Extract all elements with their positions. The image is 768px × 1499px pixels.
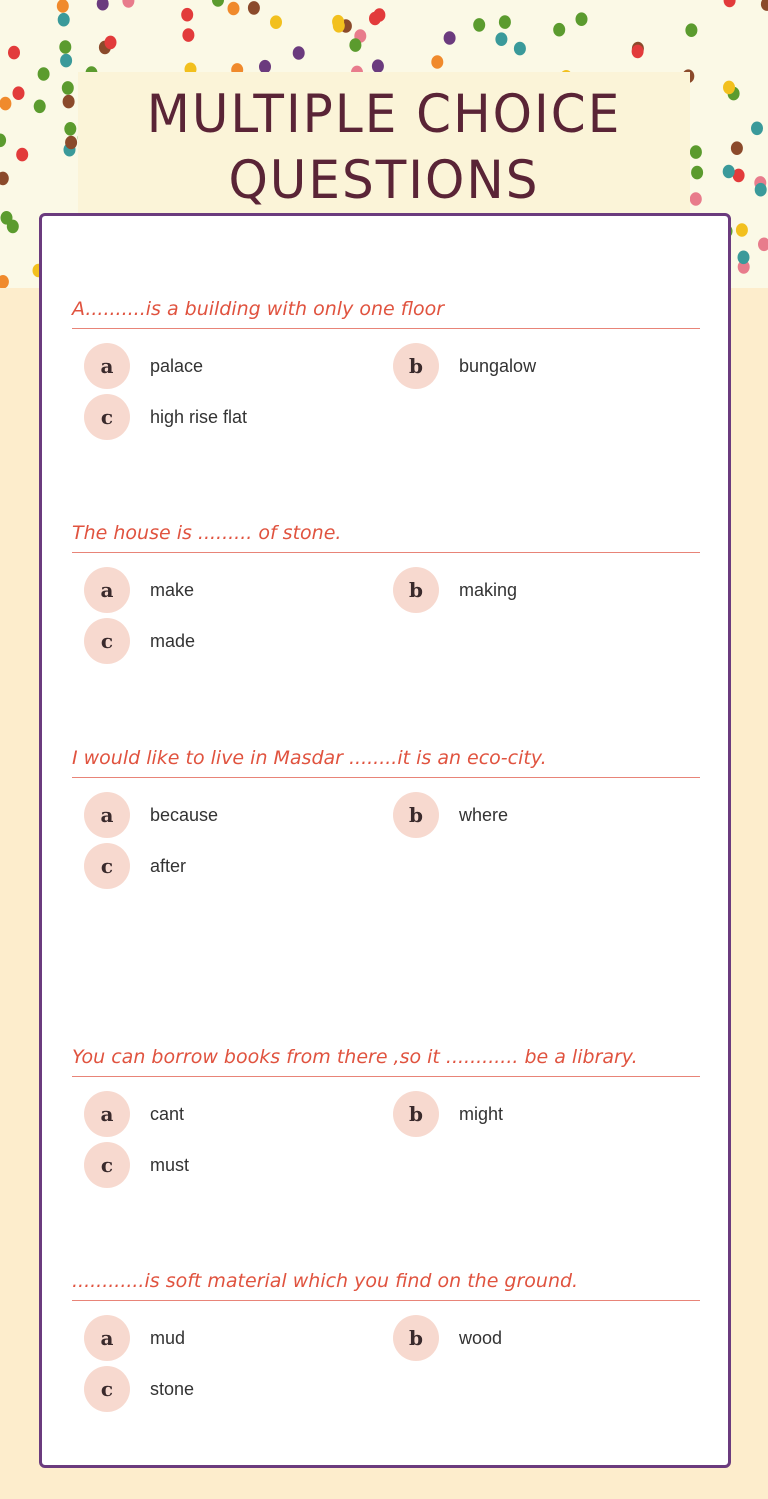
confetti-dot [34,100,46,114]
option-label: palace [150,355,204,376]
option-b[interactable] [393,792,508,838]
option-letter-badge: c [84,394,130,440]
confetti-dot [0,134,6,148]
confetti-dot [65,136,77,150]
confetti-dot [58,13,70,27]
option-label: cant [150,1103,185,1124]
option-label: because [150,804,219,825]
option-a[interactable] [84,1315,185,1361]
confetti-dot [332,15,344,29]
option-label: after [150,855,187,876]
option-a[interactable] [84,1091,184,1137]
confetti-dot [690,145,702,159]
confetti-dot [8,46,20,60]
option-letter-badge: b [393,1315,439,1361]
confetti-dot [690,192,702,206]
option-label: making [459,579,518,600]
option-c[interactable] [84,843,186,889]
option-letter-badge: c [84,843,130,889]
title-banner [78,72,690,222]
option-label: might [459,1103,504,1124]
option-label: mud [150,1327,186,1348]
confetti-dot [444,31,456,45]
confetti-dot [63,95,75,109]
confetti-dot [38,67,50,81]
confetti-dot [499,15,511,29]
confetti-dot [738,250,750,264]
option-a[interactable] [84,567,194,613]
confetti-dot [57,0,69,13]
confetti-dot [372,59,384,73]
confetti-dot [761,0,768,11]
question-5 [72,1264,700,1421]
options-group [72,778,700,898]
option-c[interactable] [84,1366,194,1412]
confetti-dot [105,36,117,50]
confetti-dot [495,32,507,46]
confetti-dot [182,28,194,42]
option-letter-badge: b [393,343,439,389]
option-a[interactable] [84,792,218,838]
option-label: make [150,579,195,600]
confetti-dot [122,0,134,8]
options-group [72,553,700,673]
confetti-dot [731,141,743,155]
confetti-dot [97,0,109,11]
confetti-dot [212,0,224,7]
option-letter-badge: c [84,618,130,664]
confetti-dot [473,18,485,32]
option-label: high rise flat [150,406,248,427]
confetti-dot [736,223,748,237]
confetti-dot [16,148,28,162]
confetti-dot [751,122,763,136]
option-c[interactable] [84,394,247,440]
options-group [72,1301,700,1421]
confetti-dot [723,165,735,179]
option-label: stone [150,1378,195,1399]
options-group [72,1077,700,1197]
option-letter-badge: b [393,567,439,613]
confetti-dot [181,8,193,22]
option-label: made [150,630,196,651]
confetti-dot [293,46,305,60]
page-title-line-1: MULTIPLE CHOICE [146,83,622,145]
question-text: ............is soft material which you find on the ground. [72,1270,579,1292]
option-letter-badge: b [393,1091,439,1137]
option-letter-badge: c [84,1142,130,1188]
option-b[interactable] [393,1091,503,1137]
option-letter-badge: a [84,792,130,838]
confetti-dot [758,238,768,252]
question-text: A..........is a building with only one floor [72,298,445,320]
confetti-dot [62,81,74,95]
confetti-dot [369,12,381,26]
option-letter-badge: a [84,1315,130,1361]
confetti-dot [685,23,697,37]
option-label: where [459,804,509,825]
confetti-dot [723,81,735,95]
confetti-dot [13,86,25,100]
question-text: I would like to live in Masdar ........it is an eco-city. [72,747,547,769]
option-letter-badge: c [84,1366,130,1412]
option-c[interactable] [84,1142,189,1188]
confetti-dot [59,40,71,54]
question-4 [72,1040,700,1197]
confetti-dot [691,166,703,180]
option-letter-badge: b [393,792,439,838]
page-title-line-2: QUESTIONS [228,149,540,211]
option-label: wood [459,1327,503,1348]
confetti-dot [514,42,526,56]
confetti-dot [724,0,736,7]
confetti-dot [0,275,9,288]
confetti-dot [755,183,767,197]
confetti-dot [632,45,644,59]
question-text: You can borrow books from there ,so it ............ be a library. [72,1046,638,1068]
confetti-dot [64,122,76,136]
option-letter-badge: a [84,343,130,389]
option-b[interactable] [393,567,517,613]
question-1 [72,292,700,449]
confetti-dot [349,38,361,52]
confetti-dot [431,55,443,69]
confetti-dot [576,12,588,26]
confetti-dot [60,54,72,68]
option-letter-badge: a [84,1091,130,1137]
question-2 [72,516,700,673]
confetti-dot [0,172,9,186]
question-text: The house is ......... of stone. [72,522,342,544]
option-label: bungalow [459,355,537,376]
option-a[interactable] [84,343,203,389]
confetti-dot [7,220,19,234]
worksheet-card [39,213,731,1468]
option-label: must [150,1154,190,1175]
option-letter-badge: a [84,567,130,613]
confetti-dot [0,97,11,111]
option-b[interactable] [393,343,536,389]
confetti-dot [228,2,240,16]
confetti-dot [248,1,260,15]
confetti-dot [553,23,565,37]
confetti-dot [270,15,282,29]
question-3 [72,741,700,898]
option-c[interactable] [84,618,195,664]
options-group [72,329,700,449]
option-b[interactable] [393,1315,502,1361]
